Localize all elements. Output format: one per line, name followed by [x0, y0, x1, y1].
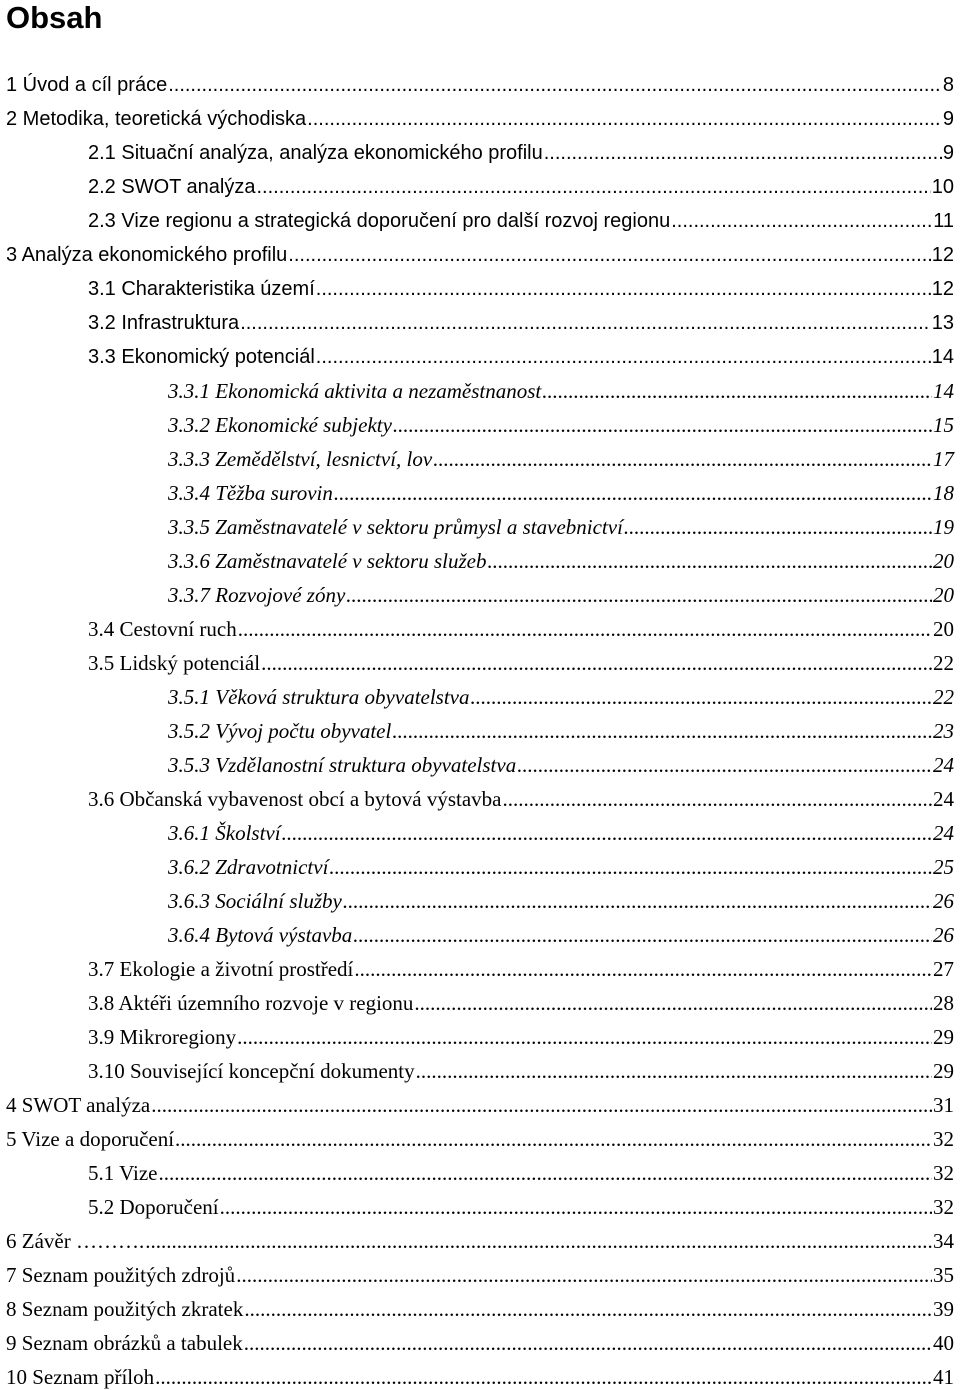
toc-entry-title: 3.3.2 Ekonomické subjekty [168, 413, 392, 437]
toc-entry-page-number: 9 [942, 142, 954, 164]
dot-leader [315, 276, 931, 302]
toc-entry-title: 3.1 Charakteristika území [88, 278, 315, 300]
toc-entry-page-number: 10 [931, 176, 954, 198]
dot-leader [501, 786, 932, 812]
toc-entry-title: 3.5.3 Vzdělanostní struktura obyvatelstva [168, 753, 517, 777]
dot-leader [353, 956, 932, 982]
dot-leader [623, 514, 932, 540]
page-title: Obsah [6, 0, 103, 35]
toc-entry-title: 3.6.4 Bytová výstavba [168, 923, 353, 947]
toc-entry-title: 6 Závěr ………. [6, 1229, 145, 1253]
dot-leader [260, 650, 932, 676]
toc-entry-page-number: 32 [933, 1127, 954, 1151]
toc-entry-title: 3.2 Infrastruktura [88, 312, 240, 334]
toc-entry-title: 3.6.3 Sociální služby [168, 889, 342, 913]
toc-entry[interactable] [6, 236, 954, 268]
dot-leader [306, 106, 942, 132]
toc-entry-title: 3.9 Mikroregiony [88, 1025, 237, 1049]
toc-entry[interactable] [88, 1154, 954, 1186]
toc-entry[interactable] [88, 1052, 954, 1084]
toc-entry-page-number: 26 [933, 889, 954, 913]
dot-leader [243, 1330, 932, 1356]
toc-entry-title: 3.7 Ekologie a životní prostředí [88, 957, 354, 981]
toc-entry-title: 3.3 Ekonomický potenciál [88, 346, 315, 368]
toc-entry[interactable] [88, 270, 954, 302]
dot-leader [281, 820, 932, 846]
toc-entry[interactable] [168, 916, 954, 948]
toc-entry[interactable] [88, 202, 954, 234]
toc-entry[interactable] [168, 576, 954, 608]
toc-entry-page-number: 8 [942, 74, 954, 96]
toc-entry-title: 3.3.3 Zemědělství, lesnictví, lov [168, 447, 433, 471]
toc-entry[interactable] [168, 678, 954, 710]
toc-entry-page-number: 14 [933, 379, 954, 403]
toc-entry-title: 3.5.1 Věková struktura obyvatelstva [168, 685, 470, 709]
toc-entry[interactable] [88, 1018, 954, 1050]
toc-entry-page-number: 13 [931, 312, 954, 334]
toc-entry[interactable] [168, 848, 954, 880]
toc-entry-title: 4 SWOT analýza [6, 1093, 151, 1117]
toc-entry-page-number: 19 [933, 515, 954, 539]
dot-leader [174, 1126, 932, 1152]
toc-entry-page-number: 22 [933, 685, 954, 709]
toc-entry-title: 10 Seznam příloh [6, 1365, 155, 1389]
toc-entry-page-number: 12 [931, 278, 954, 300]
toc-entry-page-number: 14 [931, 346, 954, 368]
toc-entry[interactable] [168, 712, 954, 744]
toc-entry-page-number: 31 [933, 1093, 954, 1117]
toc-entry-title: 3.10 Související koncepční dokumenty [88, 1059, 415, 1083]
toc-entry-page-number: 24 [933, 753, 954, 777]
toc-entry-title: 3.6.2 Zdravotnictví [168, 855, 329, 879]
toc-entry-title: 3.5.2 Vývoj počtu obyvatel [168, 719, 392, 743]
dot-leader [219, 1194, 932, 1220]
toc-entry[interactable] [88, 984, 954, 1016]
toc-entry[interactable] [168, 746, 954, 778]
toc-entry-title: 3.5 Lidský potenciál [88, 651, 261, 675]
toc-entry[interactable] [88, 168, 954, 200]
dot-leader [432, 446, 932, 472]
toc-entry[interactable] [168, 508, 954, 540]
toc-entry-title: 3.3.5 Zaměstnavatelé v sektoru průmysl a stavebnictví [168, 515, 623, 539]
toc-entry-page-number: 26 [933, 923, 954, 947]
dot-leader [413, 990, 932, 1016]
dot-leader [255, 174, 930, 200]
toc-entry-page-number: 34 [933, 1229, 954, 1253]
toc-entry-page-number: 20 [933, 617, 954, 641]
toc-entry[interactable] [168, 440, 954, 472]
toc-entry-page-number: 11 [933, 210, 954, 232]
toc-entry-page-number: 20 [933, 549, 954, 573]
dot-leader [328, 854, 932, 880]
toc-entry-page-number: 9 [942, 108, 954, 130]
dot-leader [415, 1058, 932, 1084]
toc-entry-page-number: 28 [933, 991, 954, 1015]
toc-entry-title: 3.6 Občanská vybavenost obcí a bytová výstavba [88, 787, 502, 811]
toc-entry-page-number: 35 [933, 1263, 954, 1287]
toc-entry-title: 1 Úvod a cíl práce [6, 74, 168, 96]
toc-entry[interactable] [88, 644, 954, 676]
dot-leader [150, 1092, 932, 1118]
toc-entry-page-number: 17 [933, 447, 954, 471]
toc-entry-page-number: 32 [933, 1161, 954, 1185]
toc-entry-title: 8 Seznam použitých zkratek [6, 1297, 244, 1321]
toc-entry[interactable] [6, 66, 954, 98]
toc-entry-page-number: 27 [933, 957, 954, 981]
dot-leader [352, 922, 932, 948]
toc-entry-title: 3.3.7 Rozvojové zóny [168, 583, 346, 607]
toc-entry-title: 3.4 Cestovní ruch [88, 617, 237, 641]
toc-entry[interactable] [168, 882, 954, 914]
toc-entry[interactable] [88, 1188, 954, 1220]
dot-leader [235, 1262, 932, 1288]
toc-entry[interactable] [88, 780, 954, 812]
dot-leader [516, 752, 932, 778]
dot-leader [342, 888, 932, 914]
toc-entry[interactable] [168, 542, 954, 574]
toc-entry-title: 9 Seznam obrázků a tabulek [6, 1331, 243, 1355]
toc-entry[interactable] [168, 372, 954, 404]
toc-entry[interactable] [6, 100, 954, 132]
toc-entry[interactable] [168, 474, 954, 506]
dot-leader [144, 1228, 932, 1254]
dot-leader [345, 582, 932, 608]
toc-entry[interactable] [168, 814, 954, 846]
toc-entry[interactable] [6, 1086, 954, 1118]
toc-entry[interactable] [88, 610, 954, 642]
dot-leader [287, 242, 930, 268]
dot-leader [243, 1296, 932, 1322]
dot-leader [670, 208, 932, 234]
toc-entry-title: 5.1 Vize [88, 1161, 158, 1185]
toc-entry-page-number: 18 [933, 481, 954, 505]
toc-entry-page-number: 24 [933, 821, 954, 845]
toc-entry-title: 2.1 Situační analýza, analýza ekonomického profilu [88, 142, 543, 164]
toc-entry[interactable] [6, 1324, 954, 1356]
toc-entry-page-number: 12 [931, 244, 954, 266]
toc-entry[interactable] [88, 304, 954, 336]
toc-entry-page-number: 24 [933, 787, 954, 811]
toc-entry-page-number: 25 [933, 855, 954, 879]
toc-entry-page-number: 22 [933, 651, 954, 675]
toc-entry[interactable] [88, 134, 954, 166]
toc-entry[interactable] [6, 1358, 954, 1390]
toc-entry-page-number: 29 [933, 1059, 954, 1083]
dot-leader [237, 616, 932, 642]
dot-leader [236, 1024, 932, 1050]
toc-entry-page-number: 29 [933, 1025, 954, 1049]
dot-leader [486, 548, 932, 574]
dot-leader [315, 344, 931, 370]
toc-entry-page-number: 20 [933, 583, 954, 607]
dot-leader [392, 412, 932, 438]
toc-entry-title: 3.3.6 Zaměstnavatelé v sektoru služeb [168, 549, 487, 573]
dot-leader [541, 378, 932, 404]
dot-leader [333, 480, 932, 506]
toc-entry[interactable] [6, 1222, 954, 1254]
toc-entry-page-number: 41 [933, 1365, 954, 1389]
toc-entry-title: 3.8 Aktéři územního rozvoje v regionu [88, 991, 414, 1015]
toc-entry-title: 3.6.1 Školství [168, 821, 281, 845]
toc-entry-title: 5 Vize a doporučení [6, 1127, 175, 1151]
dot-leader [239, 310, 931, 336]
toc-entry-title: 2.2 SWOT analýza [88, 176, 256, 198]
toc-entry-page-number: 39 [933, 1297, 954, 1321]
toc-entry[interactable] [88, 950, 954, 982]
toc-entry-title: 5.2 Doporučení [88, 1195, 219, 1219]
toc-entry[interactable] [168, 406, 954, 438]
toc-entry-title: 3.3.1 Ekonomická aktivita a nezaměstnanost [168, 379, 542, 403]
dot-leader [543, 140, 942, 166]
toc-entry-title: 7 Seznam použitých zdrojů [6, 1263, 236, 1287]
toc-entry[interactable] [88, 338, 954, 370]
toc-entry-title: 3 Analýza ekonomického profilu [6, 244, 288, 266]
toc-entry-page-number: 23 [933, 719, 954, 743]
toc-entry-title: 2 Metodika, teoretická východiska [6, 108, 307, 130]
dot-leader [391, 718, 932, 744]
dot-leader [167, 72, 942, 98]
toc-entry-title: 3.3.4 Těžba surovin [168, 481, 333, 505]
dot-leader [154, 1364, 932, 1390]
toc-entry[interactable] [6, 1120, 954, 1152]
toc-entry-page-number: 40 [933, 1331, 954, 1355]
dot-leader [158, 1160, 932, 1186]
toc-entry-title: 2.3 Vize regionu a strategická doporučení pro další rozvoj regionu [88, 210, 671, 232]
toc-entry-page-number: 32 [933, 1195, 954, 1219]
toc-entry-page-number: 15 [933, 413, 954, 437]
toc-entry[interactable] [6, 1256, 954, 1288]
toc-entry[interactable] [6, 1290, 954, 1322]
dot-leader [470, 684, 932, 710]
